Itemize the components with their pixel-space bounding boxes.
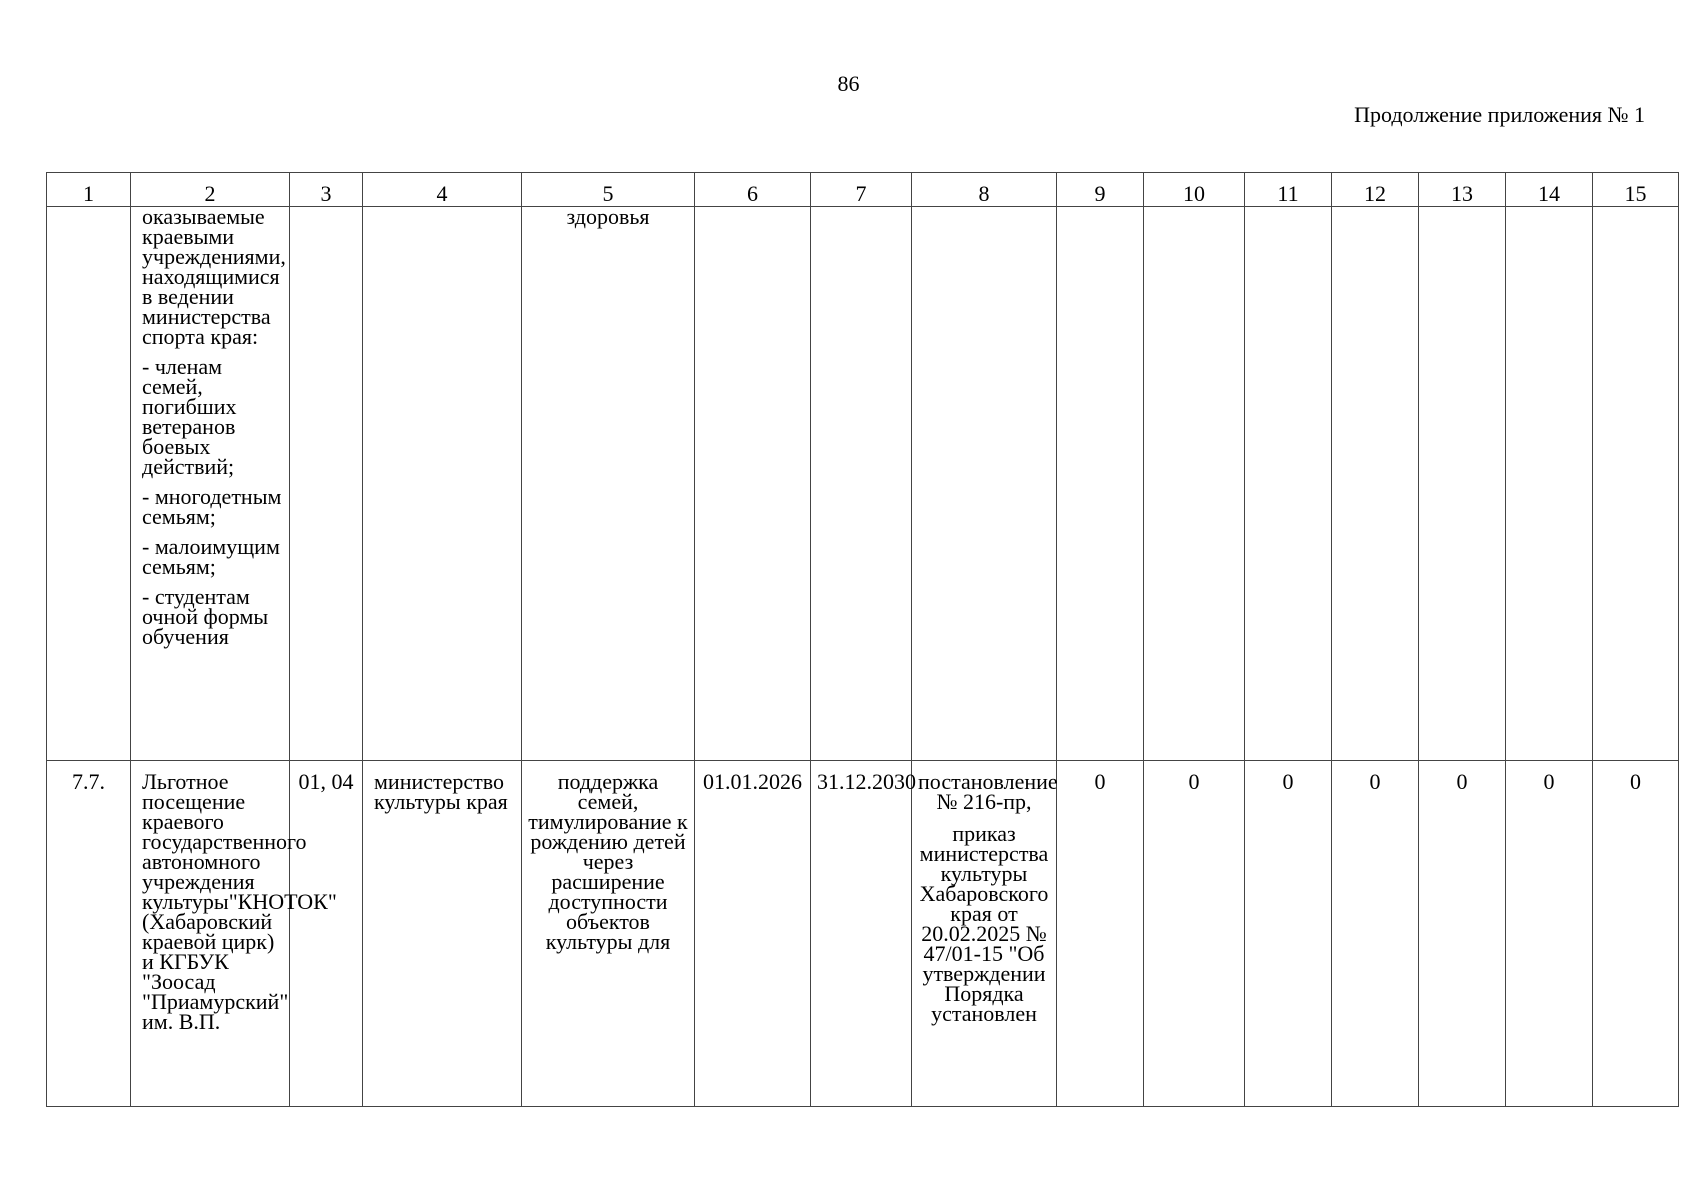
row1-col12 bbox=[1332, 207, 1419, 761]
row1-col6 bbox=[695, 207, 811, 761]
appendix-table bbox=[46, 172, 1679, 1107]
row1-col13 bbox=[1419, 207, 1506, 761]
row2-number-cell bbox=[47, 761, 131, 1107]
row1-paragraph: - малоимущим семьям; bbox=[142, 534, 280, 579]
col-header-4: 4 bbox=[363, 173, 522, 207]
row1-paragraph: - студентам очной формы обучения bbox=[142, 584, 269, 649]
value-cell: 0 bbox=[1094, 769, 1106, 794]
start-date: 01.01.2026 bbox=[703, 769, 802, 794]
row1-col3 bbox=[290, 207, 363, 761]
row2-basis-cell bbox=[912, 761, 1057, 1107]
page-number: 86 bbox=[837, 71, 860, 96]
row1-paragraph: - членам семей, погибших ветеранов боевых действий; bbox=[142, 354, 237, 479]
col-header-2: 2 bbox=[131, 173, 290, 207]
row1-goal-text: здоровья bbox=[566, 204, 650, 229]
row-number: 7.7. bbox=[72, 769, 105, 794]
row2-start-cell bbox=[695, 761, 811, 1107]
row2-value-9 bbox=[1057, 761, 1144, 1107]
col-header-5: 5 bbox=[522, 173, 695, 207]
value-cell: 0 bbox=[1282, 769, 1294, 794]
value-cell: 0 bbox=[1369, 769, 1381, 794]
row2-end-cell bbox=[811, 761, 916, 1107]
col-header-13: 13 bbox=[1419, 173, 1506, 207]
row2-value-14 bbox=[1506, 761, 1593, 1107]
table-row bbox=[47, 207, 1679, 761]
row2-value-13 bbox=[1419, 761, 1506, 1107]
row1-col10 bbox=[1144, 207, 1245, 761]
category-code: 01, 04 bbox=[298, 769, 354, 794]
row2-value-10 bbox=[1144, 761, 1245, 1107]
col-header-8: 8 bbox=[912, 173, 1057, 207]
row1-paragraph: оказываемые краевыми учреждениями, находящимися в ведении министерства спорта края: bbox=[142, 204, 286, 349]
row2-goal-cell bbox=[522, 761, 695, 1107]
row1-col5 bbox=[522, 204, 695, 761]
measure-name: Льготное посещение краевого государственного автономного учреждения культуры"КНОТОК" (Хабаровский краевой цирк) и КГБУК "Зоосад "Приамурский" им. В.П. bbox=[142, 769, 337, 1034]
appendix-continuation-label: Продолжение приложения № 1 bbox=[1354, 102, 1645, 127]
legal-basis-paragraph: постановление № 216-пр, bbox=[918, 769, 1058, 814]
row1-col4 bbox=[363, 207, 522, 761]
col-header-12: 12 bbox=[1332, 173, 1419, 207]
row2-value-15 bbox=[1593, 761, 1679, 1107]
row1-col14 bbox=[1506, 207, 1593, 761]
value-cell: 0 bbox=[1188, 769, 1200, 794]
row1-col1 bbox=[47, 207, 131, 761]
col-header-14: 14 bbox=[1506, 173, 1593, 207]
col-header-6: 6 bbox=[695, 173, 811, 207]
row2-code-cell bbox=[290, 761, 363, 1107]
value-cell: 0 bbox=[1543, 769, 1555, 794]
table-row bbox=[47, 761, 1679, 1107]
row1-col8 bbox=[912, 207, 1057, 761]
row1-col15 bbox=[1593, 207, 1679, 761]
row1-col2 bbox=[131, 204, 290, 761]
col-header-15: 15 bbox=[1593, 173, 1679, 207]
col-header-10: 10 bbox=[1144, 173, 1245, 207]
col-header-9: 9 bbox=[1057, 173, 1144, 207]
col-header-3: 3 bbox=[290, 173, 363, 207]
value-cell: 0 bbox=[1630, 769, 1641, 794]
row1-paragraph: - многодетным семьям; bbox=[142, 484, 282, 529]
responsible-executor: министерство культуры края bbox=[374, 769, 508, 814]
legal-basis-paragraph: приказ министерства культуры Хабаровского края от 20.02.2025 № 47/01-15 "Об утверждении Порядка установлен bbox=[919, 821, 1049, 1026]
col-header-1: 1 bbox=[47, 173, 131, 207]
row2-value-11 bbox=[1245, 761, 1332, 1107]
measure-goal: поддержка семей, тимулирование к рождению детей через расширение доступности объектов культуры для bbox=[528, 769, 688, 954]
row1-col9 bbox=[1057, 207, 1144, 761]
col-header-11: 11 bbox=[1245, 173, 1332, 207]
value-cell: 0 bbox=[1456, 769, 1468, 794]
end-date: 31.12.2030 bbox=[817, 769, 916, 794]
row2-executor-cell bbox=[363, 761, 522, 1107]
row1-col7 bbox=[811, 207, 912, 761]
row1-col11 bbox=[1245, 207, 1332, 761]
table-header-row bbox=[47, 173, 1679, 207]
row2-value-12 bbox=[1332, 761, 1419, 1107]
col-header-7: 7 bbox=[811, 173, 912, 207]
